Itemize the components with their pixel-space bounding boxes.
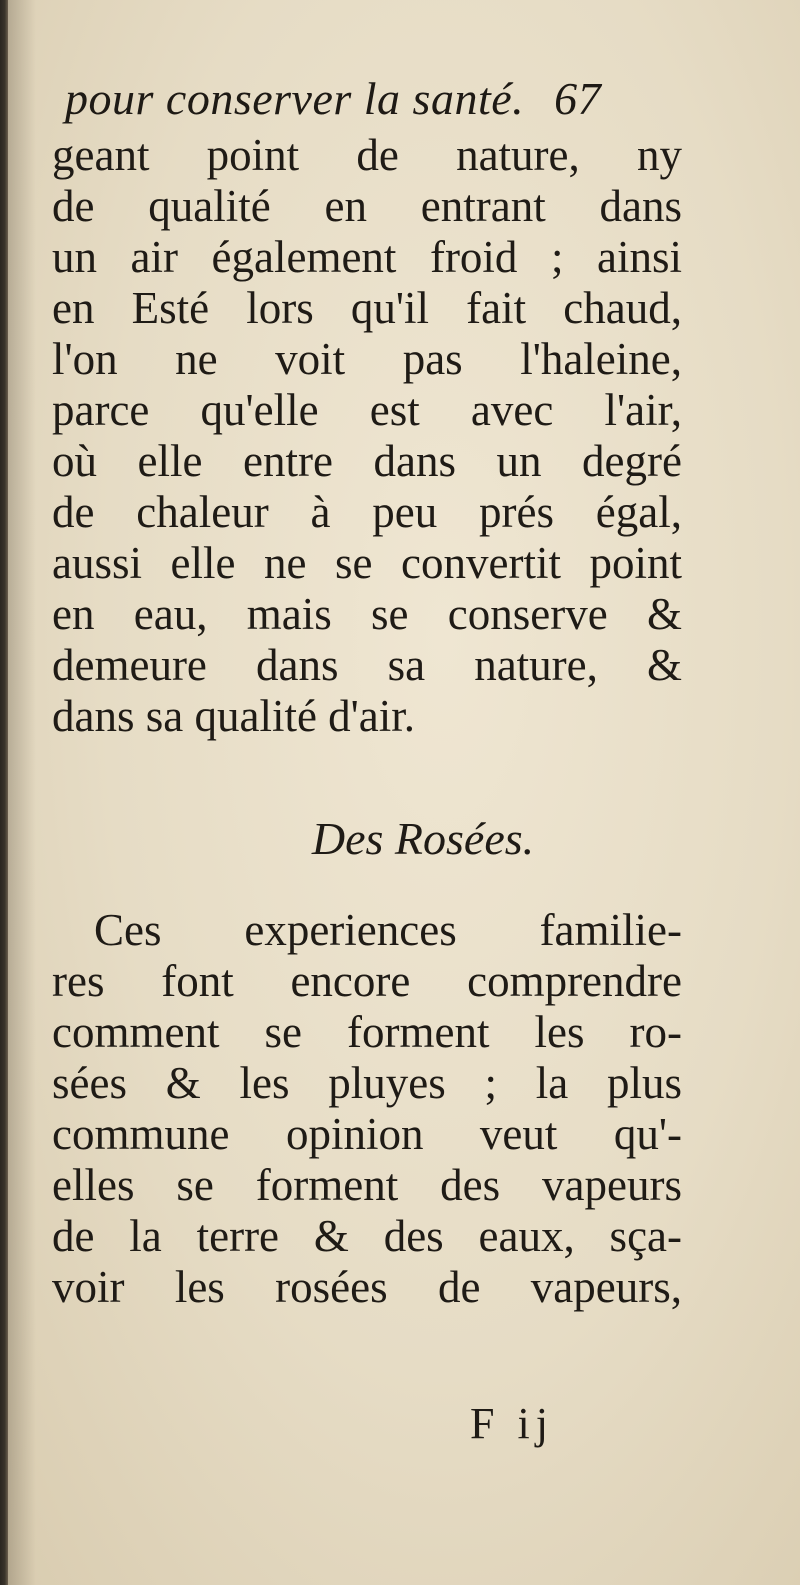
text-line: aussi elle ne se convertit point <box>52 538 682 588</box>
signature-mark: F ij <box>470 1399 554 1448</box>
text-line: res font encore comprendre <box>52 956 682 1006</box>
gutter-shadow <box>8 0 36 1585</box>
section-heading: Des Rosées. <box>311 813 535 864</box>
text-line: de chaleur à peu prés égal, <box>52 487 682 537</box>
text-line: geant point de nature, ny <box>52 130 682 180</box>
text-line: commune opinion veut qu'- <box>52 1109 682 1159</box>
text-line: voir les rosées de vapeurs, <box>52 1262 682 1312</box>
text-line: l'on ne voit pas l'haleine, <box>52 334 682 384</box>
text-line: où elle entre dans un degré <box>52 436 682 486</box>
text-line: en Esté lors qu'il fait chaud, <box>52 283 682 333</box>
binding-spine <box>0 0 8 1585</box>
text-line: demeure dans sa nature, & <box>52 640 682 690</box>
text-line: comment se forment les ro- <box>52 1007 682 1057</box>
paragraph-1 <box>52 130 682 742</box>
text-line: un air également froid ; ainsi <box>52 232 682 282</box>
page-number: 67 <box>554 73 602 124</box>
running-header <box>65 72 665 125</box>
text-line: en eau, mais se conserve & <box>52 589 682 639</box>
text-line: Ces experiences familie- <box>94 905 682 955</box>
text-line: sées & les pluyes ; la plus <box>52 1058 682 1108</box>
text-line: parce qu'elle est avec l'air, <box>52 385 682 435</box>
running-title: pour conserver la santé. <box>65 73 525 124</box>
book-page <box>8 0 800 1585</box>
paragraph-2 <box>52 905 682 1313</box>
text-line: elles se forment des vapeurs <box>52 1160 682 1210</box>
text-line: dans sa qualité d'air. <box>52 691 416 741</box>
text-line: de qualité en entrant dans <box>52 181 682 231</box>
text-line: de la terre & des eaux, sça- <box>52 1211 682 1261</box>
